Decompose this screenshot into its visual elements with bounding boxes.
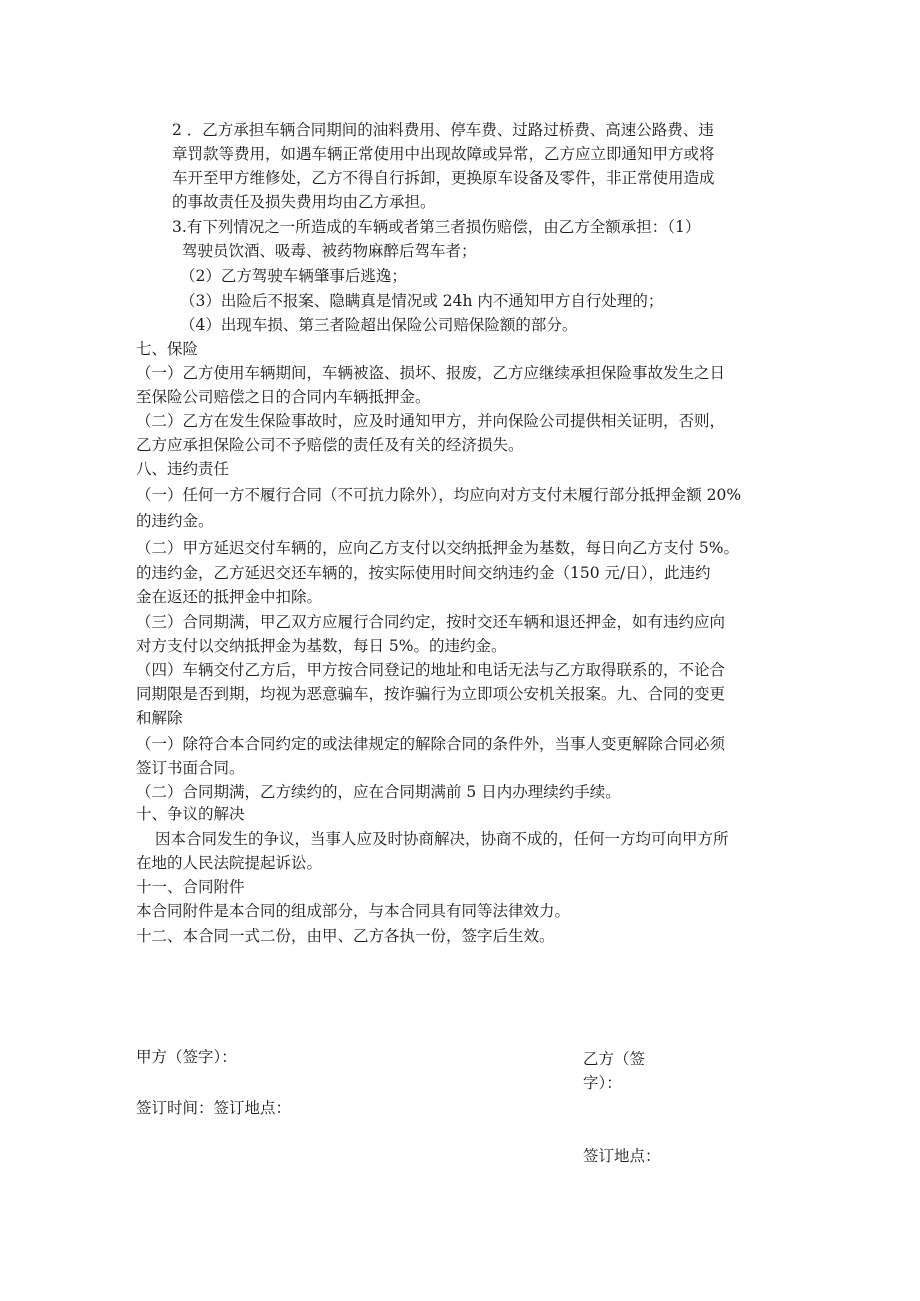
text-line: 的违约金。 [136, 512, 214, 530]
text-line: （二）甲方延迟交付车辆的，应向乙方支付以交纳抵押金为基数，每日向乙方支付 5%。 [136, 539, 740, 557]
text-line: 的事故责任及损失费用均由乙方承担。 [172, 193, 436, 211]
text-line: 对方支付以交纳抵押金为基数，每日 5%。的违约金。 [136, 637, 507, 655]
section-heading: 十、争议的解决 [136, 805, 245, 823]
text-line: （二）乙方在发生保险事故时，应及时通知甲方，并向保险公司提供相关证明，否则， [136, 412, 726, 430]
text-line: （一）除符合本合同约定的或法律规定的解除合同的条件外，当事人变更解除合同必须 [136, 735, 726, 753]
party-b-signature-label-cont: 字）： [583, 1074, 622, 1092]
text-line: 3.有下列情况之一所造成的车辆或者第三者损伤赔偿，由乙方全额承担：（1） [172, 218, 701, 236]
text-line: （二）合同期满，乙方续约的，应在合同期满前 5 日内办理续约手续。 [136, 783, 621, 801]
text-line: 的违约金，乙方延迟交还车辆的，按实际使用时间交纳违约金（150 元/日），此违约 [136, 564, 711, 582]
section-heading: 七、保险 [136, 340, 199, 358]
text-line: 因本合同发生的争议，当事人应及时协商解决，协商不成的，任何一方均可向甲方所 [155, 830, 729, 848]
text-line: 十二、本合同一式二份，由甲、乙方各执一份，签字后生效。 [136, 927, 555, 945]
text-line: 和解除 [136, 709, 183, 727]
text-line: 签订书面合同。 [136, 759, 245, 777]
party-a-signature-label: 甲方（签字）： [136, 1048, 237, 1066]
text-line: 2 ．乙方承担车辆合同期间的油料费用、停车费、过路过桥费、高速公路费、违 [172, 121, 714, 139]
section-heading: 八、违约责任 [136, 460, 230, 478]
text-line: 在地的人民法院提起诉讼。 [136, 854, 323, 872]
text-line: （4）出现车损、第三者险超出保险公司赔保险额的部分。 [180, 316, 578, 334]
text-line: （3）出险后不报案、隐瞒真是情况或 24h 内不通知甲方自行处理的； [180, 292, 664, 310]
text-line: 金在返还的抵押金中扣除。 [136, 588, 323, 606]
text-line: （一）任何一方不履行合同（不可抗力除外），均应向对方支付未履行部分抵押金额 20% [136, 486, 742, 504]
text-line: （一）乙方使用车辆期间，车辆被盗、损坏、报废，乙方应继续承担保险事故发生之日 [136, 364, 726, 382]
signing-time-place-label: 签订时间：签订地点： [136, 1099, 292, 1117]
text-line: 驾驶员饮酒、吸毒、被药物麻醉后驾车者； [182, 242, 477, 260]
text-line: 同期限是否到期，均视为恶意骗车，按诈骗行为立即项公安机关报案。九、合同的变更 [136, 685, 726, 703]
party-b-signing-place-label: 签订地点： [583, 1147, 661, 1165]
party-b-signature-label: 乙方（签 [583, 1050, 646, 1068]
text-line: 车开至甲方维修处，乙方不得自行拆卸，更换原车设备及零件，非正常使用造成 [172, 169, 715, 187]
text-line: 至保险公司赔偿之日的合同内车辆抵押金。 [136, 388, 431, 406]
text-line: 章罚款等费用，如遇车辆正常使用中出现故障或异常，乙方应立即通知甲方或将 [172, 145, 715, 163]
text-line: 乙方应承担保险公司不予赔偿的责任及有关的经济损失。 [136, 436, 524, 454]
text-line: 本合同附件是本合同的组成部分，与本合同具有同等法律效力。 [136, 902, 571, 920]
text-line: （三）合同期满，甲乙双方应履行合同约定，按时交还车辆和退还押金，如有违约应向 [136, 613, 726, 631]
text-line: （2）乙方驾驶车辆肇事后逃逸； [180, 267, 407, 285]
text-line: （四）车辆交付乙方后，甲方按合同登记的地址和电话无法与乙方取得联系的，不论合 [136, 661, 726, 679]
section-heading: 十一、合同附件 [136, 878, 245, 896]
